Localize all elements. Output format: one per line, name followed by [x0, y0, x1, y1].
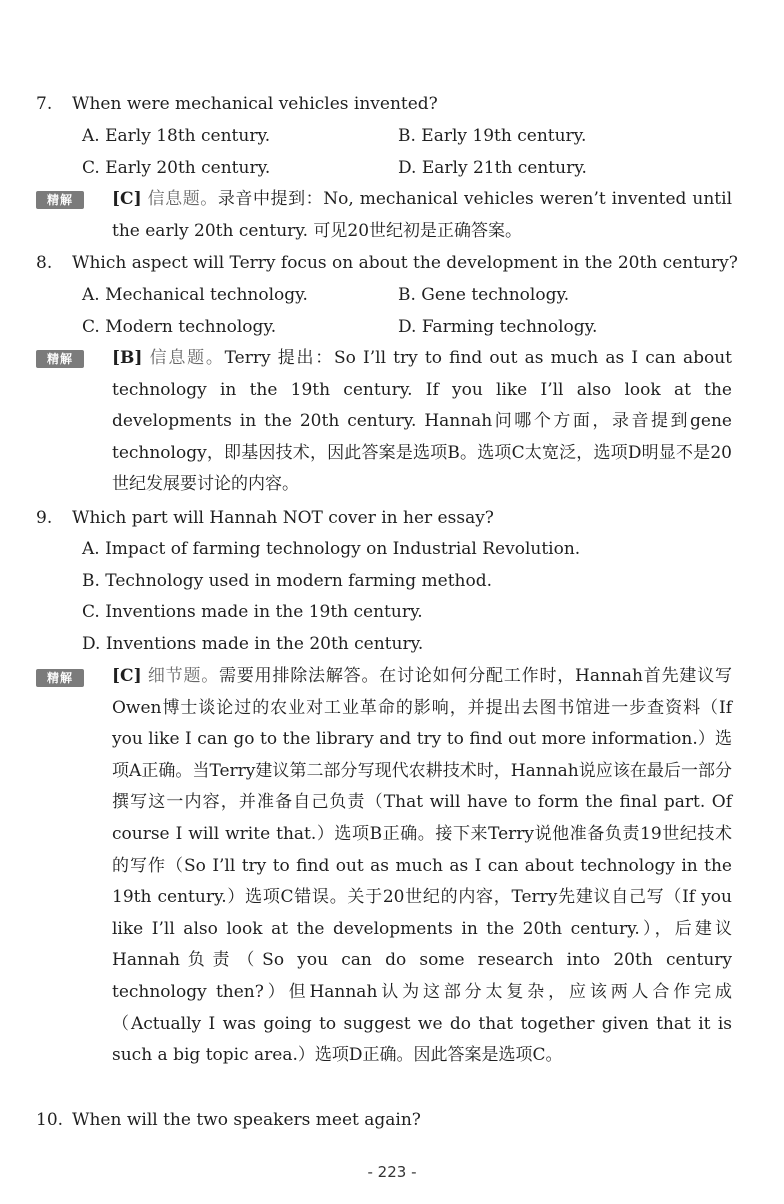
option-c: C. Early 20th century.	[82, 158, 271, 178]
question-type: 细节题。	[147, 666, 220, 686]
option-c: C. Inventions made in the 19th century.	[82, 602, 423, 622]
option-d: D. Farming technology.	[398, 317, 598, 337]
option-d: D. Inventions made in the 20th century.	[82, 634, 424, 654]
explanation-badge: 精解	[36, 350, 84, 368]
explanation-8	[112, 343, 732, 501]
question-number: 8.	[36, 253, 53, 273]
question-number: 9.	[36, 508, 53, 528]
question-text: Which part will Hannah NOT cover in her essay?	[72, 508, 494, 528]
question-text: Which aspect will Terry focus on about the development in the 20th century?	[72, 253, 738, 273]
explanation-badge: 精解	[36, 191, 84, 209]
option-d: D. Early 21th century.	[398, 158, 587, 178]
option-c: C. Modern technology.	[82, 317, 277, 337]
answer-label: [B]	[112, 348, 143, 368]
answer-label: [C]	[112, 666, 142, 686]
explanation-7	[112, 184, 732, 247]
explanation-text: 需要用排除法解答。在讨论如何分配工作时，Hannah首先建议写Owen博士谈论过的农业对工业革命的影响，并提出去图书馆进一步查资料（If you like I can go to the library and try to find out more information.）选项A正确。当Terry建议第二部分写现代农耕技术时，Hannah说应该在最后一部分撰写这一内容，并准备自己负责（That will have to form the final part. Of course I will write that.）选项B正确。接下来Terry说他准备负责19世纪技术的写作（So I’ll try to find out as much as I can about technology in the 19th century.）选项C错误。关于20世纪的内容，Terry先建议自己写（If you like I’ll also look at the developments in the 20th century.），后建议Hannah负责（So you can do some research into 20th century technology then?）但Hannah认为这部分太复杂，应该两人合作完成（Actually I was going to suggest we do that together given that it is such a big topic area.）选项D正确。因此答案是选项C。	[112, 666, 733, 1066]
question-text: When will the two speakers meet again?	[72, 1110, 421, 1130]
answer-label: [C]	[112, 189, 142, 209]
explanation-text: 录音中提到：No, mechanical vehicles weren’t invented until the early 20th century. 可见20世纪初是正确答案。	[112, 189, 733, 241]
explanation-badge: 精解	[36, 669, 84, 687]
page-number: - 223 -	[367, 1163, 417, 1181]
option-a: A. Early 18th century.	[82, 126, 271, 146]
explanation-text: Terry 提出：So I’ll try to find out as much as I can about technology in the 19th century. If you like I’ll also look at the developments in the 20th century. Hannah问哪个方面，录音提到gene technology，即基因技术，因此答案是选项B。选项C太宽泛，选项D明显不是20世纪发展要讨论的内容。	[112, 348, 732, 495]
option-b: B. Gene technology.	[398, 285, 570, 305]
option-b: B. Technology used in modern farming method.	[82, 571, 493, 591]
question-number: 7.	[36, 94, 53, 114]
question-type: 信息题。	[149, 348, 225, 368]
question-number: 10.	[36, 1110, 64, 1130]
question-text: When were mechanical vehicles invented?	[72, 94, 438, 114]
option-a: A. Mechanical technology.	[82, 285, 308, 305]
explanation-9	[112, 661, 732, 1072]
option-a: A. Impact of farming technology on Industrial Revolution.	[82, 539, 581, 559]
option-b: B. Early 19th century.	[398, 126, 587, 146]
question-type: 信息题。	[147, 189, 218, 209]
